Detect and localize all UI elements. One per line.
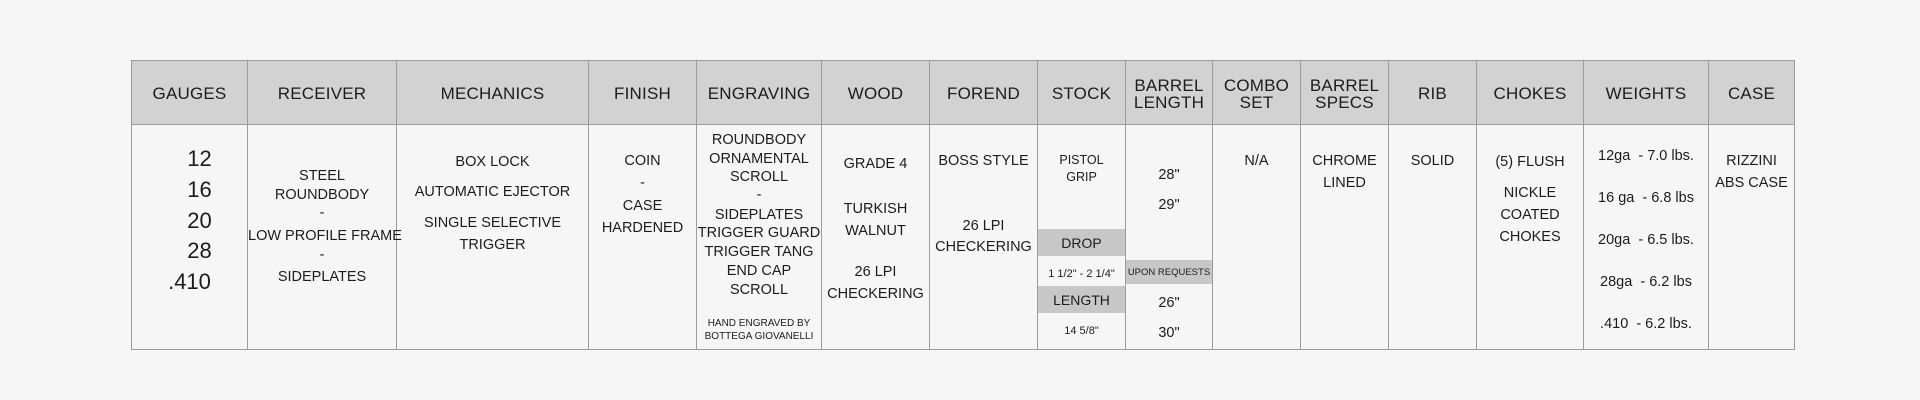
mechanics-line: TRIGGER [459, 237, 526, 253]
forend-line: CHECKERING [935, 239, 1032, 255]
engraving-line: SIDEPLATES [714, 207, 804, 223]
gauges-cell [132, 125, 247, 349]
case-cell [1709, 125, 1794, 349]
engraving-note: HAND ENGRAVED BY [707, 318, 811, 329]
mechanics-line: BOX LOCK [455, 154, 530, 170]
engraving-line: SCROLL [729, 282, 789, 298]
weights-cell [1584, 125, 1708, 349]
rib-header: RIB [1389, 61, 1476, 125]
wood-line: GRADE 4 [843, 156, 908, 172]
engraving-column [697, 61, 822, 349]
stock-line: GRIP [1066, 170, 1097, 184]
forend-line: BOSS STYLE [938, 153, 1029, 169]
wood-line: TURKISH [843, 201, 908, 217]
receiver-cell [248, 125, 402, 349]
combo-set-header: COMBO SET [1213, 61, 1300, 125]
weight-line: 12ga - 7.0 lbs. [1598, 148, 1694, 164]
weight-line: 16 ga - 6.8 lbs [1598, 190, 1694, 206]
drop-value: 1 1/2" - 2 1/4" [1048, 268, 1115, 280]
finish-line: HARDENED [601, 220, 684, 236]
forend-cell [930, 125, 1037, 349]
rib-value: SOLID [1410, 153, 1455, 169]
upon-requests-band: UPON REQUESTS [1126, 260, 1212, 284]
chokes-cell [1477, 125, 1583, 349]
barrel-specs-line: CHROME [1312, 153, 1377, 169]
mechanics-column [397, 61, 589, 349]
specifications-table [131, 60, 1795, 350]
receiver-column [248, 61, 402, 349]
wood-line: CHECKERING [827, 286, 924, 302]
stock-line: PISTOL [1059, 153, 1104, 167]
case-line: RIZZINI [1726, 153, 1777, 169]
forend-header: FOREND [930, 61, 1037, 125]
engraving-header: ENGRAVING [697, 61, 821, 125]
stock-column [1038, 61, 1126, 349]
weight-line: 20ga - 6.5 lbs. [1598, 232, 1694, 248]
receiver-header: RECEIVER [248, 61, 396, 125]
wood-line: WALNUT [845, 223, 906, 239]
engraving-cell [697, 125, 821, 349]
barrel-length-column [1126, 61, 1213, 349]
receiver-separator: - [319, 247, 325, 263]
wood-column [822, 61, 930, 349]
engraving-line: ROUNDBODY [711, 132, 807, 148]
finish-column [589, 61, 697, 349]
rib-cell [1389, 125, 1476, 349]
barrel-specs-header: BARREL SPECS [1301, 61, 1388, 125]
chokes-header: CHOKES [1477, 61, 1583, 125]
weights-column [1584, 61, 1709, 349]
gauge-value: 28 [187, 238, 212, 263]
chokes-line: COATED [1500, 207, 1560, 223]
mechanics-line: SINGLE SELECTIVE [424, 215, 561, 231]
barrel-specs-line: LINED [1323, 175, 1366, 191]
finish-line: COIN [624, 153, 661, 169]
weight-line: .410 - 6.2 lbs. [1600, 316, 1692, 332]
engraving-line: TRIGGER TANG [704, 244, 814, 260]
barrel-length-header: BARREL LENGTH [1126, 61, 1212, 125]
gauge-value: 12 [187, 146, 212, 171]
chokes-column [1477, 61, 1584, 349]
wood-cell [822, 125, 929, 349]
finish-line: CASE [622, 198, 663, 214]
engraving-line: ORNAMENTAL [709, 151, 809, 167]
mechanics-cell [397, 125, 588, 349]
engraving-separator: - [756, 187, 762, 203]
wood-line: 26 LPI [854, 264, 897, 280]
receiver-separator: - [319, 205, 325, 221]
finish-cell [589, 125, 696, 349]
rib-column [1389, 61, 1477, 349]
gauges-column [132, 61, 248, 349]
wood-header: WOOD [822, 61, 929, 125]
combo-set-cell [1213, 125, 1300, 349]
length-label-band: LENGTH [1038, 286, 1125, 313]
weights-header: WEIGHTS [1584, 61, 1708, 125]
length-value: 14 5/8" [1064, 325, 1099, 337]
barrel-specs-column [1301, 61, 1389, 349]
combo-set-column [1213, 61, 1301, 349]
barrel-length-value: 30" [1158, 325, 1180, 341]
finish-header: FINISH [589, 61, 696, 125]
chokes-line: (5) FLUSH [1495, 154, 1565, 170]
mechanics-line: AUTOMATIC EJECTOR [414, 184, 571, 200]
barrel-specs-cell [1301, 125, 1388, 349]
chokes-line: NICKLE [1503, 185, 1557, 201]
case-header: CASE [1709, 61, 1794, 125]
receiver-line: STEEL [299, 168, 345, 184]
barrel-length-value: 29" [1158, 197, 1180, 213]
gauge-value: 20 [187, 208, 212, 233]
mechanics-header: MECHANICS [397, 61, 588, 125]
engraving-line: TRIGGER GUARD [697, 225, 821, 241]
barrel-length-cell [1126, 125, 1212, 349]
engraving-line: SCROLL [729, 169, 789, 185]
forend-line: 26 LPI [962, 218, 1005, 234]
engraving-note: BOTTEGA GIOVANELLI [704, 331, 814, 342]
forend-column [930, 61, 1038, 349]
gauge-value: 16 [187, 177, 212, 202]
gauge-value: .410 [168, 269, 211, 294]
engraving-line: END CAP [726, 263, 792, 279]
barrel-length-value: 28" [1158, 167, 1180, 183]
receiver-line: SIDEPLATES [277, 269, 367, 285]
receiver-line: ROUNDBODY [274, 187, 370, 203]
gauges-header: GAUGES [132, 61, 247, 125]
case-column [1709, 61, 1794, 349]
stock-header: STOCK [1038, 61, 1125, 125]
finish-separator: - [640, 175, 645, 191]
chokes-line: CHOKES [1499, 229, 1561, 245]
barrel-length-value: 26" [1158, 295, 1180, 311]
combo-set-value: N/A [1244, 153, 1269, 169]
case-line: ABS CASE [1715, 175, 1788, 191]
weight-line: 28ga - 6.2 lbs [1600, 274, 1692, 290]
drop-label-band: DROP [1038, 229, 1125, 256]
stock-cell [1038, 125, 1125, 349]
receiver-line: LOW PROFILE FRAME [248, 228, 402, 244]
